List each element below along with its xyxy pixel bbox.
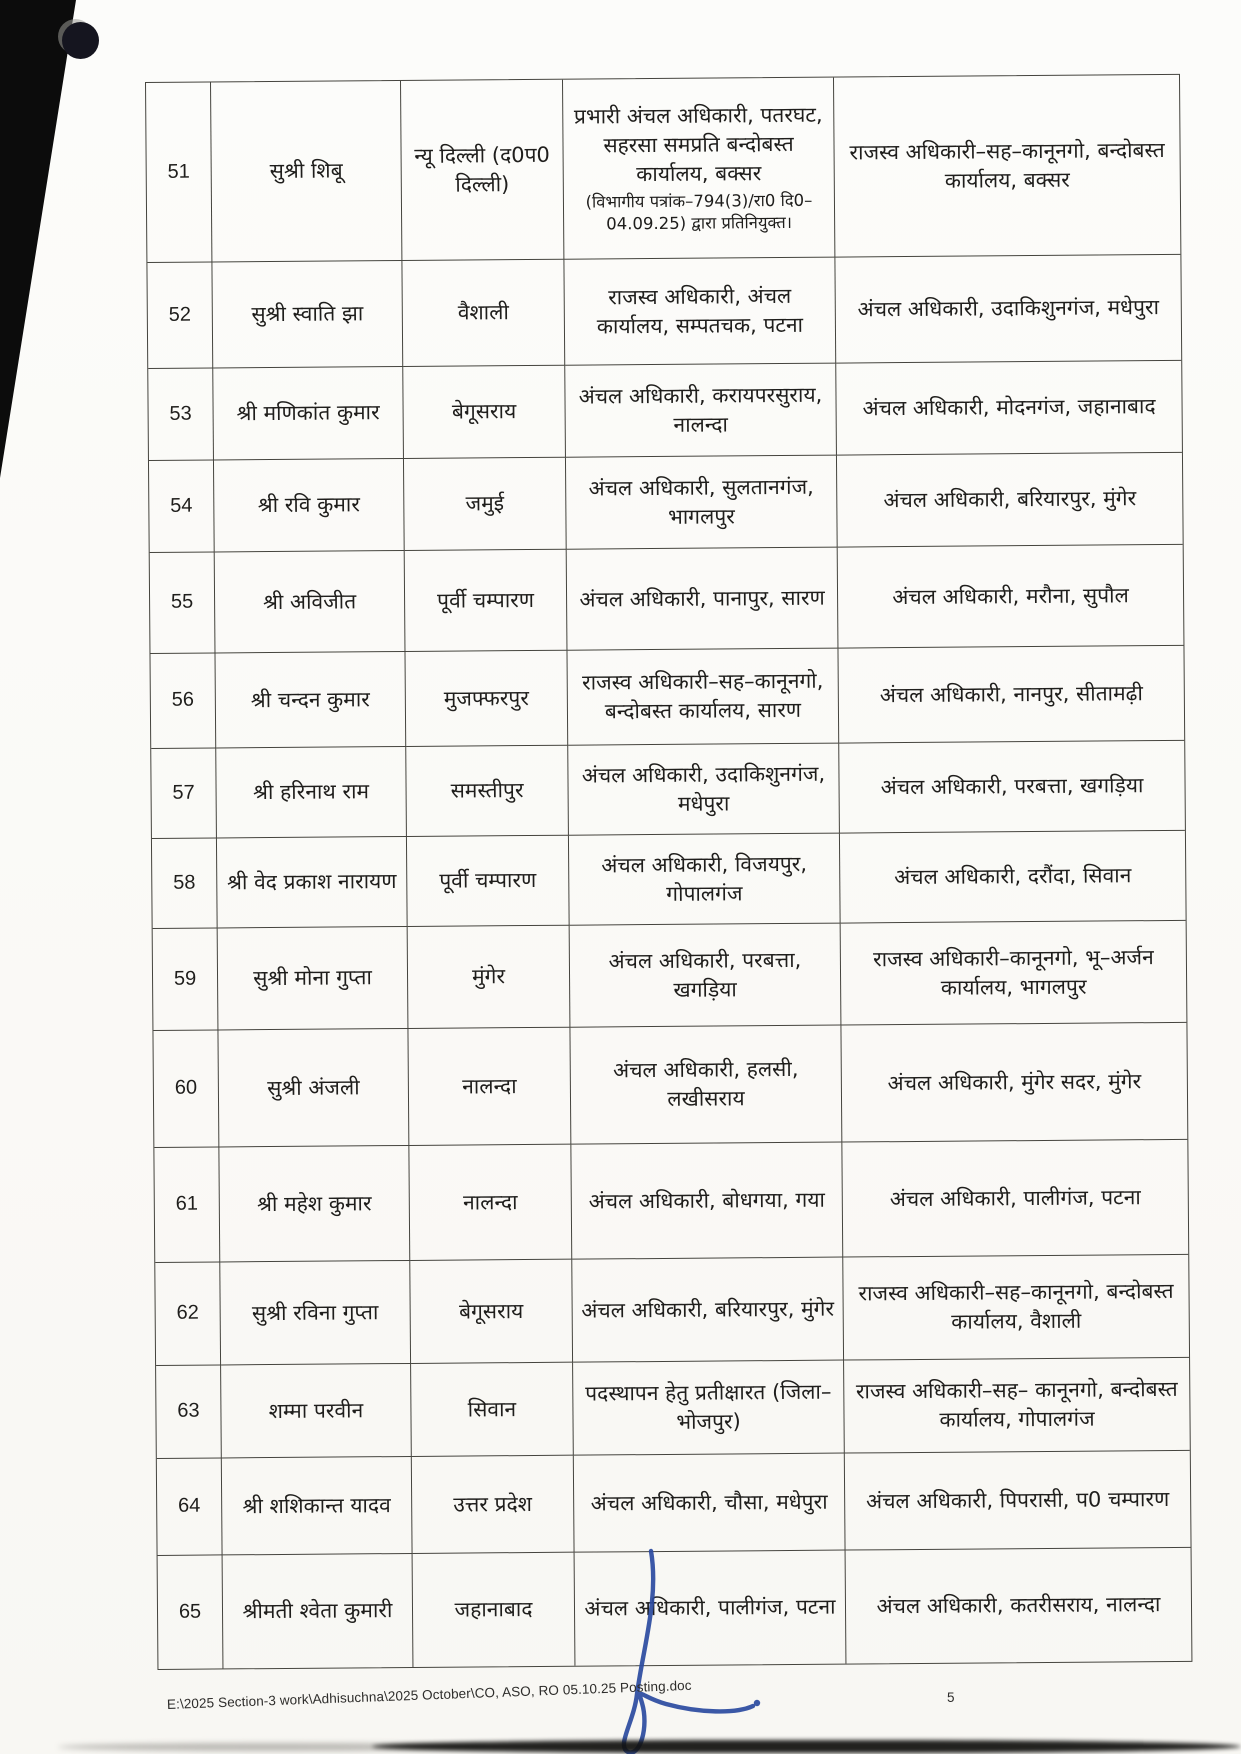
cell-text: वैशाली (457, 300, 509, 325)
current-posting-cell (569, 834, 841, 926)
cell-text: श्री वेद प्रकाश नारायण (226, 869, 397, 895)
officer-name-cell (222, 1457, 413, 1555)
cell-text: अंचल अधिकारी, नानपुर, सीतामढ़ी (879, 680, 1143, 707)
cell-text: श्री हरिनाथ राम (253, 779, 370, 805)
table-row (156, 1358, 1190, 1459)
cell-text: 65 (178, 1600, 202, 1623)
table-row (152, 831, 1186, 929)
home-district-cell (402, 260, 565, 367)
cell-text: श्री रवि कुमार (257, 492, 360, 518)
home-district-cell (408, 926, 571, 1029)
cell-text: अंचल अधिकारी, बरियारपुर, मुंगेर (883, 486, 1137, 513)
officer-name-cell (215, 652, 406, 748)
home-district-cell (411, 1363, 574, 1457)
home-district-cell (405, 651, 568, 747)
officer-name-cell (211, 81, 402, 262)
cell-text: 51 (167, 160, 190, 183)
officer-name-cell (223, 1554, 414, 1668)
cell-text: राजस्व अधिकारी–सह–कानूनगो, बन्दोबस्त कार्यालय, वैशाली (858, 1278, 1174, 1334)
cell-text: राजस्व अधिकारी, अंचल कार्यालय, सम्पतचक, पटना (596, 283, 804, 338)
cell-text: शम्मा परवीन (268, 1397, 364, 1423)
current-posting-cell (571, 1143, 843, 1260)
cell-text: सुश्री रविना गुप्ता (251, 1299, 379, 1325)
current-posting-cell (566, 456, 838, 550)
officer-name-cell (213, 367, 404, 460)
cell-text: अंचल अधिकारी, उदाकिशुनगंज, मधेपुरा (581, 761, 826, 816)
cell-text: अंचल अधिकारी, मरौना, सुपौल (892, 582, 1129, 609)
current-posting-cell (567, 649, 839, 746)
cell-text: 64 (177, 1494, 201, 1517)
new-posting-cell (841, 1023, 1187, 1143)
cell-text: पूर्वी चम्पारण (439, 867, 537, 893)
cell-text: जमुई (465, 491, 505, 516)
cell-text: बेगूसराय (451, 399, 517, 424)
table-row (146, 75, 1180, 263)
cell-text: 59 (173, 967, 197, 990)
cell-text: राजस्व अधिकारी–सह– कानूनगो, बन्दोबस्त कार्यालय, गोपालगंज (855, 1376, 1178, 1432)
cell-text: श्री मणिकांत कुमार (236, 400, 380, 426)
cell-text: अंचल अधिकारी, पिपरासी, प0 चम्पारण (866, 1486, 1170, 1513)
cell-text: पूर्वी चम्पारण (437, 587, 535, 613)
cell-text: न्यू दिल्ली (द0प0 दिल्ली) (414, 142, 550, 197)
cell-text: श्री शशिकान्त यादव (242, 1492, 391, 1518)
current-posting-cell (567, 548, 839, 651)
table-row (153, 921, 1187, 1031)
officer-name-cell (218, 927, 409, 1030)
officer-name-cell (215, 551, 406, 653)
table-row (157, 1451, 1191, 1556)
table-row (147, 255, 1181, 369)
new-posting-cell (839, 741, 1185, 834)
table-row (153, 1023, 1187, 1148)
current-posting-cell (570, 1026, 842, 1145)
current-posting-cell (575, 1551, 847, 1666)
cell-text: अंचल अधिकारी, परबत्ता, खगड़िया (608, 947, 802, 1002)
cell-text: श्री महेश कुमार (257, 1190, 372, 1216)
cell-text: अंचल अधिकारी, पानापुर, सारण (579, 585, 825, 612)
table-row (148, 361, 1182, 461)
serial-number-cell (146, 82, 212, 263)
cell-text: 52 (168, 303, 192, 326)
serial-number-cell (149, 460, 215, 553)
home-district-cell (404, 458, 567, 551)
new-posting-cell (836, 361, 1182, 456)
posting-table (145, 74, 1192, 1670)
new-posting-cell (838, 646, 1184, 744)
serial-number-cell (157, 1458, 223, 1556)
new-posting-cell (846, 1548, 1192, 1664)
cell-text: 57 (172, 781, 195, 804)
officer-name-cell (218, 1029, 409, 1147)
cell-text: 56 (171, 688, 195, 712)
cell-text: 53 (169, 402, 192, 425)
cell-text: श्री अविजीत (262, 588, 357, 614)
officer-name-cell (219, 1146, 410, 1262)
cell-text: राजस्व अधिकारी–सह–कानूनगो, बन्दोबस्त कार्यालय, बक्सर (849, 137, 1165, 193)
deputation-note: (विभागीय पत्रांक–794(3)/रा0 दि0–04.09.25) द्वारा प्रतिनियुक्त। (585, 190, 813, 234)
cell-text: सुश्री स्वाति झा (251, 301, 364, 327)
cell-text: प्रभारी अंचल अधिकारी, पतरघट, सहरसा समप्रति बन्दोबस्त कार्यालय, बक्सर (573, 102, 823, 187)
cell-text: अंचल अधिकारी, हलसी, लखीसराय (613, 1056, 799, 1111)
serial-number-cell (150, 552, 216, 654)
current-posting-cell (570, 924, 842, 1028)
cell-text: अंचल अधिकारी, मोदनगंज, जहानाबाद (862, 394, 1156, 421)
current-posting-cell (572, 1258, 844, 1363)
serial-number-cell (156, 1365, 222, 1459)
cell-text: जहानाबाद (454, 1597, 533, 1622)
cell-text: 62 (176, 1301, 199, 1324)
cell-text: सुश्री अंजली (267, 1074, 360, 1100)
cell-text: राजस्व अधिकारी–कानूनगो, भू–अर्जन कार्यालय, भागलपुर (872, 944, 1154, 1000)
current-posting-cell (563, 78, 835, 260)
cell-text: सुश्री शिबू (269, 158, 343, 184)
home-district-cell (405, 550, 568, 652)
cell-text: सुश्री मोना गुप्ता (253, 965, 372, 991)
current-posting-cell (565, 364, 837, 458)
new-posting-cell (838, 545, 1184, 649)
new-posting-cell (840, 831, 1186, 924)
serial-number-cell (152, 838, 218, 929)
officer-name-cell (221, 1364, 412, 1458)
cell-text: 55 (170, 590, 194, 614)
cell-text: 63 (177, 1399, 200, 1422)
cell-text: 58 (173, 871, 196, 894)
home-district-cell (408, 1028, 571, 1146)
officer-name-cell (217, 837, 408, 928)
cell-text: अंचल अधिकारी, करायपरसुराय, नालन्दा (578, 382, 823, 437)
cell-text: सिवान (467, 1396, 517, 1422)
serial-number-cell (151, 748, 217, 839)
cell-text: समस्तीपुर (450, 778, 524, 803)
serial-number-cell (153, 928, 219, 1031)
officer-name-cell (220, 1261, 411, 1365)
new-posting-cell (843, 1255, 1189, 1361)
current-posting-cell (573, 1361, 845, 1456)
cell-text: अंचल अधिकारी, पालीगंज, पटना (584, 1594, 836, 1621)
cell-text: अंचल अधिकारी, विजयपुर, गोपालगंज (601, 851, 808, 906)
current-posting-cell (564, 258, 836, 366)
cell-text: बेगूसराय (458, 1298, 524, 1324)
cell-text: अंचल अधिकारी, दरौंदा, सिवान (894, 863, 1132, 890)
table-row (155, 1255, 1189, 1366)
serial-number-cell (158, 1555, 224, 1669)
new-posting-cell (837, 453, 1183, 548)
home-district-cell (403, 366, 566, 459)
cell-text: श्री चन्दन कुमार (250, 686, 370, 712)
serial-number-cell (153, 1030, 219, 1148)
punch-hole-dot (62, 22, 99, 59)
cell-text: अंचल अधिकारी, चौसा, मधेपुरा (590, 1489, 828, 1516)
new-posting-cell (841, 921, 1187, 1026)
cell-text: नालन्दा (462, 1189, 518, 1215)
table-row (151, 741, 1185, 839)
cell-text: उत्तर प्रदेश (453, 1491, 533, 1517)
cell-text: 60 (174, 1076, 198, 1099)
cell-text: 54 (170, 494, 193, 517)
serial-number-cell (150, 653, 216, 749)
cell-text: अंचल अधिकारी, सुलतानगंज, भागलपुर (588, 474, 814, 529)
table-row (158, 1548, 1192, 1669)
cell-text: अंचल अधिकारी, कतरीसराय, नालन्दा (876, 1592, 1161, 1619)
home-district-cell (409, 1145, 572, 1261)
cell-text: अंचल अधिकारी, बरियारपुर, मुंगेर (581, 1296, 835, 1323)
cell-text: मुजफ्फरपुर (443, 685, 529, 711)
table-row (154, 1140, 1188, 1263)
serial-number-cell (148, 368, 214, 461)
cell-text: अंचल अधिकारी, परबत्ता, खगड़िया (880, 773, 1144, 800)
new-posting-cell (845, 1451, 1191, 1551)
serial-number-cell (147, 262, 213, 369)
new-posting-cell (844, 1358, 1190, 1454)
table-row (149, 453, 1183, 553)
serial-number-cell (154, 1147, 220, 1263)
cell-text: राजस्व अधिकारी–सह–कानूनगो, बन्दोबस्त कार्यालय, सारण (581, 668, 824, 724)
cell-text: अंचल अधिकारी, उदाकिशुनगंज, मधेपुरा (857, 295, 1160, 322)
home-district-cell (407, 836, 570, 927)
page-number: 5 (947, 1690, 955, 1705)
footer-file-path: E:\2025 Section-3 work\Adhisuchna\2025 October\CO, ASO, RO 05.10.25 Posting.doc (166, 1677, 692, 1712)
cell-text: 61 (175, 1192, 199, 1215)
new-posting-cell (834, 75, 1180, 258)
new-posting-cell (842, 1140, 1188, 1258)
officer-name-cell (212, 261, 403, 368)
officer-name-cell (214, 459, 405, 552)
table-row (150, 646, 1184, 749)
current-posting-cell (574, 1454, 846, 1553)
home-district-cell (406, 746, 569, 837)
table-row (150, 545, 1184, 654)
cell-text: अंचल अधिकारी, पालीगंज, पटना (889, 1184, 1141, 1211)
cell-text: पदस्थापन हेतु प्रतीक्षारत (जिला–भोजपुर) (585, 1379, 832, 1434)
home-district-cell (401, 80, 564, 261)
cell-text: नालन्दा (462, 1073, 517, 1099)
cell-text: अंचल अधिकारी, बोधगया, गया (588, 1187, 825, 1214)
cell-text: अंचल अधिकारी, मुंगेर सदर, मुंगेर (887, 1068, 1142, 1095)
officer-name-cell (216, 747, 407, 838)
cell-text: मुंगेर (471, 964, 506, 989)
current-posting-cell (568, 744, 840, 836)
home-district-cell (413, 1553, 576, 1667)
scan-corner-artifact (0, 0, 92, 478)
scan-smudge (372, 1740, 1241, 1753)
serial-number-cell (155, 1262, 221, 1366)
home-district-cell (412, 1456, 575, 1554)
new-posting-cell (835, 255, 1181, 364)
home-district-cell (410, 1260, 573, 1364)
cell-text: श्रीमती श्वेता कुमारी (242, 1598, 393, 1624)
